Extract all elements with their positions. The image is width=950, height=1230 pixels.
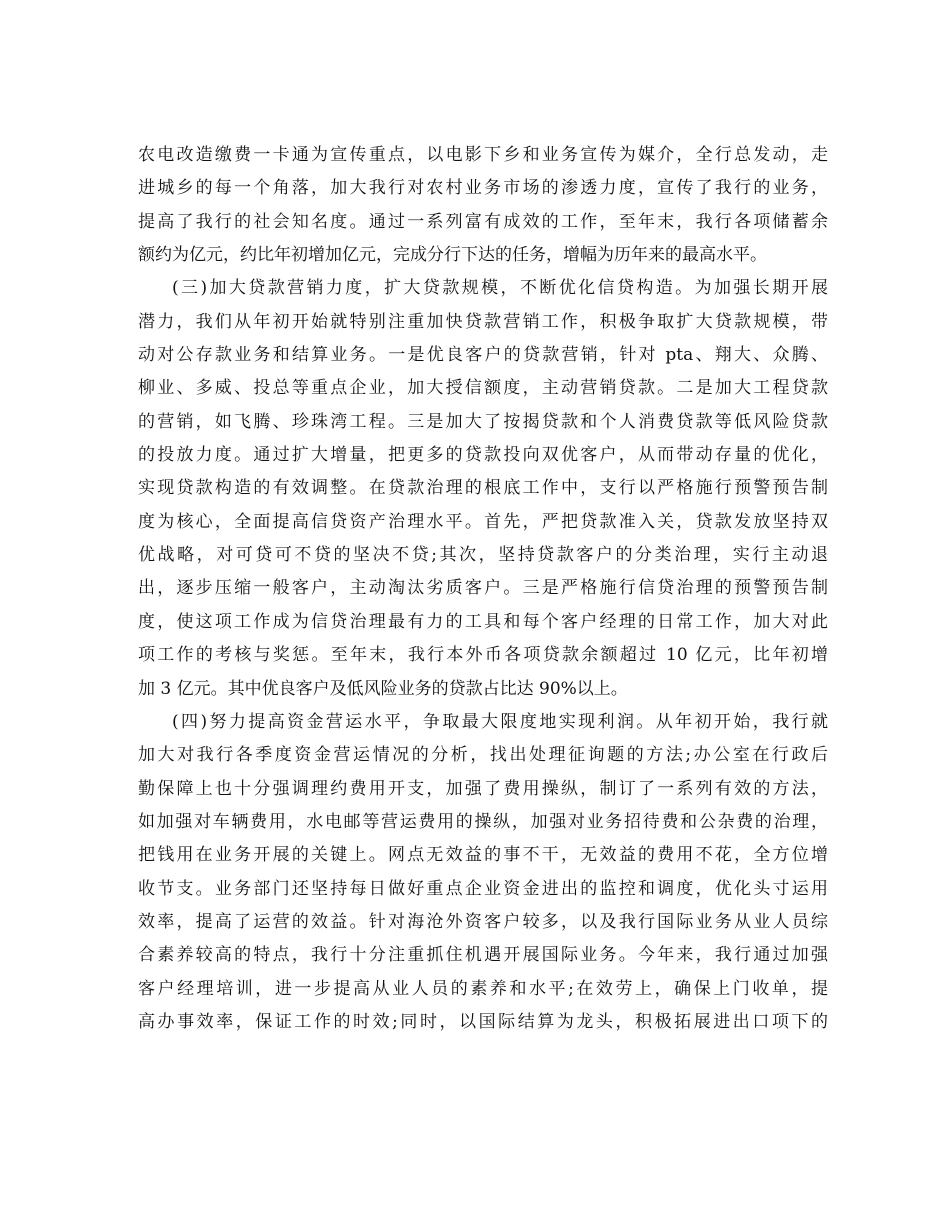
- text-line: (三)加大贷款营销力度，扩大贷款规模，不断优化信贷构造。为加强长期开展: [172, 278, 828, 299]
- text-line: 度为核心，全面提高信贷资产治理水平。首先，严把贷款准入关，贷款发放坚持双: [138, 511, 828, 532]
- text-line: (四)努力提高资金营运水平，争取最大限度地实现利润。从年初开始，我行就: [172, 711, 828, 732]
- text-line: 合素养较高的特点，我行十分注重抓住机遇开展国际业务。今年来，我行通过加强: [138, 945, 828, 966]
- text-line: 客户经理培训，进一步提高从业人员的素养和水平;在效劳上，确保上门收单，提: [138, 978, 828, 999]
- text-line: 动对公存款业务和结算业务。一是优良客户的贷款营销，针对 pta、翔大、众腾、: [138, 345, 828, 366]
- text-line: 潜力，我们从年初开始就特别注重加快贷款营销工作，积极争取扩大贷款规模，带: [138, 311, 828, 332]
- body-text: [138, 139, 828, 1039]
- text-line: 加大对我行各季度资金营运情况的分析，找出处理征询题的方法;办公室在行政后: [138, 745, 828, 766]
- text-line: 度，使这项工作成为信贷治理最有力的工具和每个客户经理的日常工作，加大对此: [138, 611, 828, 632]
- text-line: 加 3 亿元。其中优良客户及低风险业务的贷款占比达 90%以上。: [138, 678, 628, 699]
- text-line: 项工作的考核与奖惩。至年末，我行本外币各项贷款余额超过 10 亿元，比年初增: [138, 645, 828, 666]
- text-line: 进城乡的每一个角落，加大我行对农村业务市场的渗透力度，宣传了我行的业务，: [138, 178, 828, 199]
- text-line: 如加强对车辆费用，水电邮等营运费用的操纵，加强对业务招待费和公杂费的治理，: [138, 811, 828, 832]
- text-line: 提高了我行的社会知名度。通过一系列富有成效的工作，至年末，我行各项储蓄余: [138, 211, 828, 232]
- text-line: 优战略，对可贷可不贷的坚决不贷;其次，坚持贷款客户的分类治理，实行主动退: [138, 545, 828, 566]
- text-line: 收节支。业务部门还坚持每日做好重点企业资金进出的监控和调度，优化头寸运用: [138, 878, 828, 899]
- text-line: 勤保障上也十分强调理约费用开支，加强了费用操纵，制订了一系列有效的方法，: [138, 778, 828, 799]
- text-line: 的营销，如飞腾、珍珠湾工程。三是加大了按揭贷款和个人消费贷款等低风险贷款: [138, 411, 828, 432]
- text-line: 实现贷款构造的有效调整。在贷款治理的根底工作中，支行以严格施行预警预告制: [138, 478, 828, 499]
- text-line: 额约为亿元，约比年初增加亿元，完成分行下达的任务，增幅为历年来的最高水平。: [138, 245, 767, 266]
- text-line: 效率，提高了运营的效益。针对海沧外资客户较多，以及我行国际业务从业人员综: [138, 911, 828, 932]
- text-line: 的投放力度。通过扩大增量，把更多的贷款投向双优客户，从而带动存量的优化，: [138, 445, 828, 466]
- text-line: 出，逐步压缩一般客户，主动淘汰劣质客户。三是严格施行信贷治理的预警预告制: [138, 578, 828, 599]
- text-line: 把钱用在业务开展的关键上。网点无效益的事不干，无效益的费用不花，全方位增: [138, 845, 828, 866]
- text-line: 农电改造缴费一卡通为宣传重点，以电影下乡和业务宣传为媒介，全行总发动，走: [138, 145, 828, 165]
- text-line: 柳业、多威、投总等重点企业，加大授信额度，主动营销贷款。二是加大工程贷款: [138, 378, 828, 399]
- text-line: 高办事效率，保证工作的时效;同时，以国际结算为龙头，积极拓展进出口项下的: [138, 1011, 828, 1032]
